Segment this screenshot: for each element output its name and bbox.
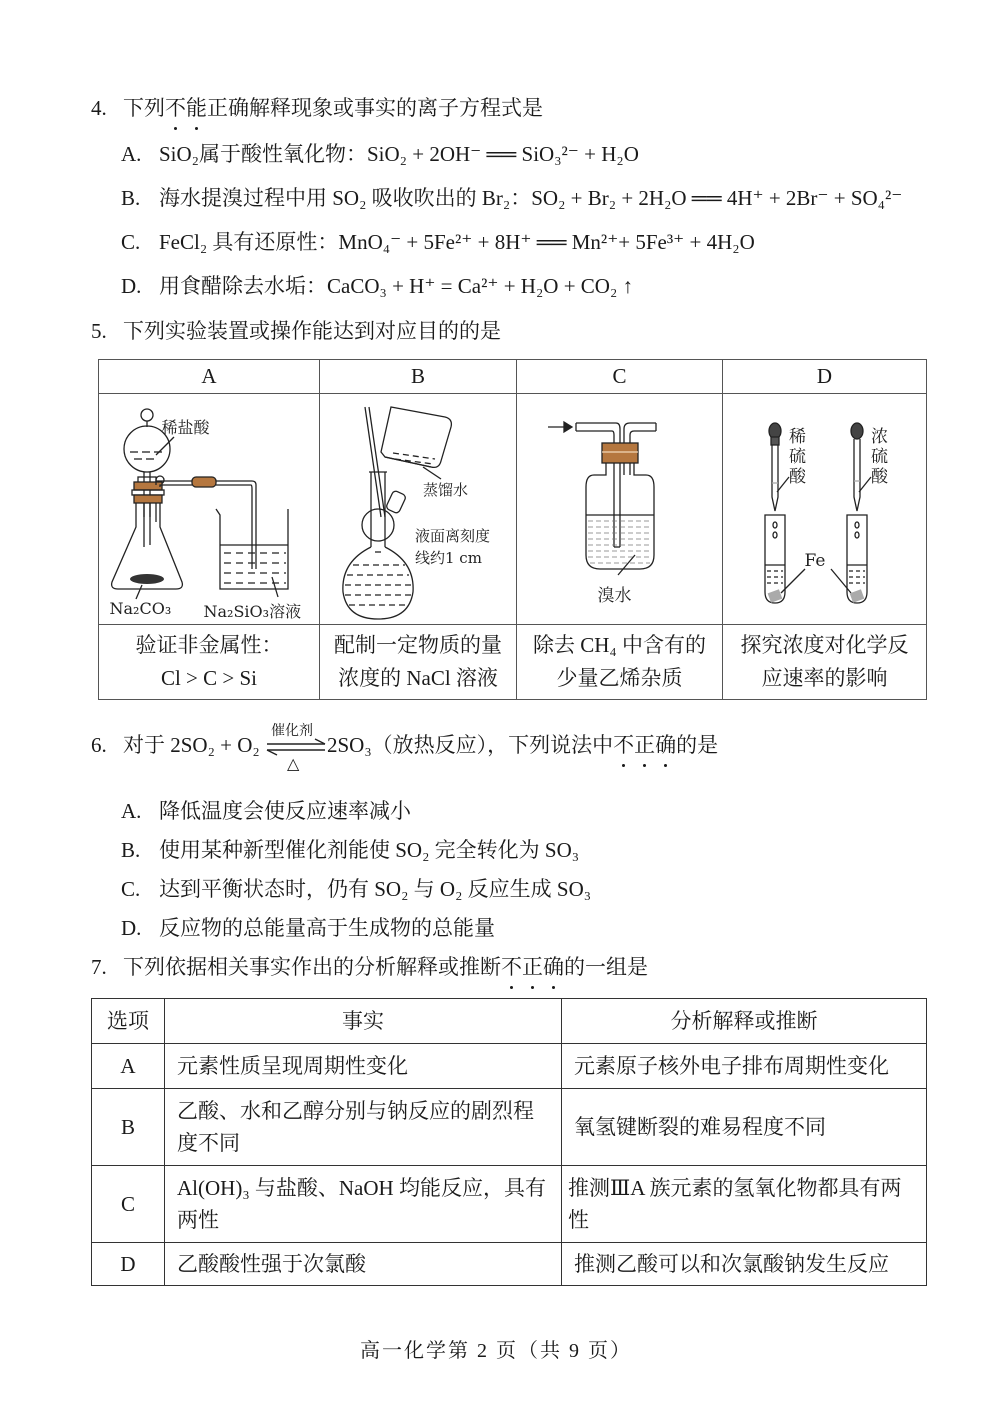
- row-option: B: [92, 1089, 165, 1166]
- iron-label: Fe: [804, 550, 826, 571]
- figure-a-cell: [99, 394, 320, 625]
- q6-stem: 6. 对于 2SO₂ + O₂ 催化剂 △ 2SO₃（放热反应），下列说法中不正确的是: [91, 731, 718, 761]
- row-fact: Al(OH)₃ 与盐酸、NaOH 均能反应，具有两性: [165, 1166, 562, 1243]
- table-row: [92, 1243, 927, 1286]
- q7-stem: 7. 下列依据相关事实作出的分析解释或推断不正确的一组是: [91, 955, 648, 979]
- heat-symbol: △: [287, 756, 300, 774]
- beaker-label: Na₂SiO₃溶液: [203, 601, 302, 621]
- q4-option-d: D. 用食醋除去水垢：CaCO₃ + H⁺ = Ca²⁺ + H₂O + CO₂ ↑: [121, 274, 634, 298]
- emphasis-char: 确: [655, 733, 677, 757]
- row-analysis: 氧氢键断裂的难易程度不同: [562, 1089, 927, 1166]
- figure-b-apparatus: [323, 397, 513, 622]
- column-header-a: A: [99, 360, 320, 394]
- catalyst-label: 催化剂: [271, 723, 313, 740]
- dilute-acid-label: 稀硫酸: [789, 426, 806, 487]
- flask-label: Na₂CO₃: [109, 598, 172, 618]
- q6-number: 6.: [91, 733, 107, 757]
- figure-b-cell: [320, 394, 517, 625]
- q5-apparatus-table: [98, 359, 927, 700]
- emphasis-char: 不: [613, 733, 635, 757]
- q7-table: [91, 998, 927, 1286]
- q4-stem: 4. 下列不能正确解释现象或事实的离子方程式是: [91, 96, 543, 120]
- bottle-label: 溴水: [597, 585, 632, 606]
- emphasis-char: 正: [522, 955, 543, 979]
- row-analysis: 推测乙酸可以和次氯酸钠发生反应: [562, 1243, 927, 1286]
- figure-a-apparatus: [102, 397, 317, 622]
- emphasis-char: 不: [501, 955, 522, 979]
- q6-option-d: D. 反应物的总能量高于生成物的总能量: [121, 916, 495, 940]
- figure-c-apparatus: [540, 397, 700, 622]
- row-analysis: 推测ⅢA 族元素的氢氧化物都具有两性: [562, 1166, 927, 1243]
- q4-option-b: B. 海水提溴过程中用 SO₂ 吸收吹出的 Br₂：SO₂ + Br₂ + 2H₂O ══ 4H⁺ + 2Br⁻ + SO₄²⁻: [121, 186, 903, 210]
- note-line-2: 线约1 cm: [415, 548, 482, 567]
- option-text: 降低温度会使反应速率减小: [159, 799, 411, 823]
- emphasis-char: 不: [165, 96, 186, 120]
- option-text: 达到平衡状态时，仍有 SO₂ 与 O₂ 反应生成 SO₃: [159, 877, 592, 901]
- note-line-1: 液面离刻度: [415, 526, 491, 545]
- water-label: 蒸馏水: [423, 480, 469, 499]
- column-header-c: C: [517, 360, 723, 394]
- figure-d-apparatus: [745, 397, 905, 622]
- reversible-arrow: [265, 723, 327, 774]
- column-header-b: B: [320, 360, 517, 394]
- row-option: D: [92, 1243, 165, 1286]
- table-row: [92, 1166, 927, 1243]
- caption-c: 除去 CH₄ 中含有的 少量乙烯杂质: [517, 625, 723, 700]
- row-fact: 乙酸、水和乙醇分别与钠反应的剧烈程度不同: [165, 1089, 562, 1166]
- figure-d-cell: [723, 394, 927, 625]
- emphasis-char: 确: [543, 955, 564, 979]
- header-option: 选项: [92, 999, 165, 1044]
- q4-number: 4.: [91, 96, 107, 120]
- table-row: [92, 1089, 927, 1166]
- caption-d: 探究浓度对化学反 应速率的影响: [723, 625, 927, 700]
- emphasis-char: 能: [186, 96, 207, 120]
- option-text: FeCl₂ 具有还原性：MnO₄⁻ + 5Fe²⁺ + 8H⁺ ══ Mn²⁺+ 5Fe³⁺ + 4H₂O: [159, 230, 755, 254]
- funnel-label: 稀盐酸: [161, 417, 210, 437]
- row-option: C: [92, 1166, 165, 1243]
- q5-stem: 5. 下列实验装置或操作能达到对应目的的是: [91, 319, 501, 343]
- table-row: [92, 1044, 927, 1089]
- option-text: 使用某种新型催化剂能使 SO₂ 完全转化为 SO₃: [159, 838, 580, 862]
- q6-option-a: A. 降低温度会使反应速率减小: [121, 799, 411, 823]
- option-text: 海水提溴过程中用 SO₂ 吸收吹出的 Br₂：SO₂ + Br₂ + 2H₂O ══ 4H⁺ + 2Br⁻ + SO₄²⁻: [159, 186, 903, 210]
- row-fact: 乙酸酸性强于次氯酸: [165, 1243, 562, 1286]
- q4-option-a: A. SiO₂属于酸性氧化物：SiO₂ + 2OH⁻ ══ SiO₃²⁻ + H₂O: [121, 142, 639, 166]
- q6-option-b: B. 使用某种新型催化剂能使 SO₂ 完全转化为 SO₃: [121, 838, 580, 862]
- column-header-d: D: [723, 360, 927, 394]
- q6-option-c: C. 达到平衡状态时，仍有 SO₂ 与 O₂ 反应生成 SO₃: [121, 877, 592, 901]
- option-text: 用食醋除去水垢：CaCO₃ + H⁺ = Ca²⁺ + H₂O + CO₂ ↑: [159, 274, 634, 298]
- option-text: 反应物的总能量高于生成物的总能量: [159, 916, 495, 940]
- figure-c-cell: [517, 394, 723, 625]
- q4-option-c: C. FeCl₂ 具有还原性：MnO₄⁻ + 5Fe²⁺ + 8H⁺ ══ Mn²⁺+ 5Fe³⁺ + 4H₂O: [121, 230, 755, 254]
- header-fact: 事实: [165, 999, 562, 1044]
- row-fact: 元素性质呈现周期性变化: [165, 1044, 562, 1089]
- concentrated-acid-label: 浓硫酸: [871, 426, 888, 487]
- option-text: SiO₂属于酸性氧化物：SiO₂ + 2OH⁻ ══ SiO₃²⁻ + H₂O: [159, 142, 639, 166]
- caption-b: 配制一定物质的量 浓度的 NaCl 溶液: [320, 625, 517, 700]
- q5-number: 5.: [91, 319, 107, 343]
- q7-number: 7.: [91, 955, 107, 979]
- header-analysis: 分析解释或推断: [562, 999, 927, 1044]
- row-option: A: [92, 1044, 165, 1089]
- page-footer: 高一化学第 2 页（共 9 页）: [360, 1340, 632, 1362]
- row-analysis: 元素原子核外电子排布周期性变化: [562, 1044, 927, 1089]
- emphasis-char: 正: [634, 733, 656, 757]
- table-header-row: [92, 999, 927, 1044]
- volumetric-flask-illustration: [323, 397, 513, 622]
- caption-a: 验证非金属性： Cl > C > Si: [99, 625, 320, 700]
